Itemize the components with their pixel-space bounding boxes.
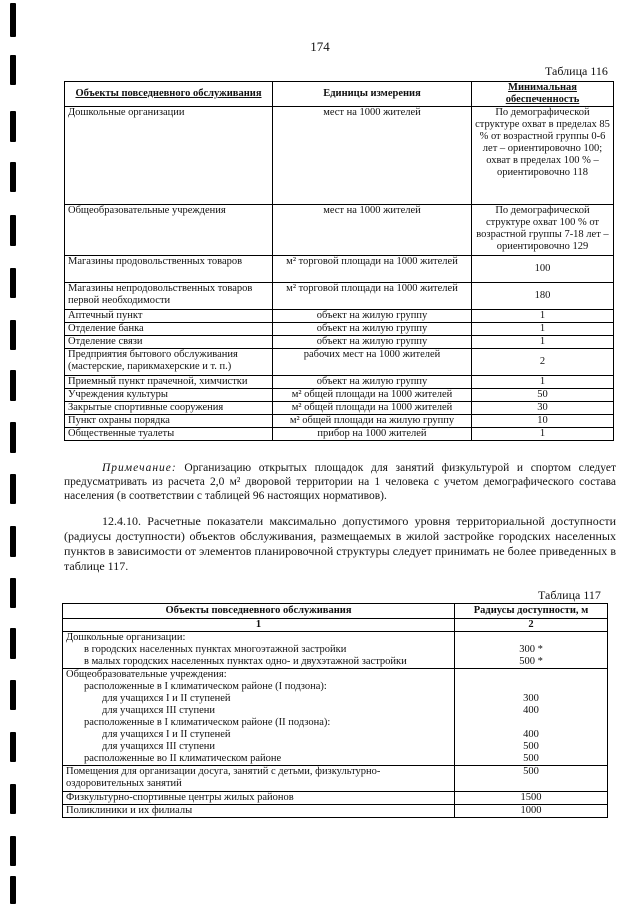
binder-mark <box>10 111 16 142</box>
binder-mark <box>10 215 16 246</box>
binder-mark <box>10 474 16 504</box>
table-116-object: Дошкольные организации <box>65 107 273 205</box>
table-116-value: 180 <box>472 283 614 310</box>
table-116-unit: м² торговой площади на 1000 жителей <box>273 283 472 310</box>
binder-mark <box>10 784 16 814</box>
table-row <box>65 107 614 205</box>
table-116-header-minimum: Минимальная обеспеченность <box>472 82 614 107</box>
table-116-unit: объект на жилую группу <box>273 336 472 349</box>
table-116-object: Закрытые спортивные сооружения <box>65 402 273 415</box>
table-116-unit: м² общей площади на жилую группу <box>273 415 472 428</box>
note-label: Примечание: <box>102 462 177 474</box>
table-116-value: 1 <box>472 428 614 441</box>
table-116-value: 30 <box>472 402 614 415</box>
table-row <box>65 323 614 336</box>
note <box>64 461 616 503</box>
table-117-column-number: 1 <box>63 619 455 632</box>
table-116-object: Отделение связи <box>65 336 273 349</box>
table-116-value: 1 <box>472 376 614 389</box>
note-text: Организацию открытых площадок для занятий физкультурой и спортом следует предусматривать из расчета 2,0 м² дворовой территории на 1 человека с учетом демографического состава населения (в соответствии с таблицей 96 настоящих нормативов). <box>64 462 617 502</box>
table-116-unit: рабочих мест на 1000 жителей <box>273 349 472 376</box>
table-117-value: 400 <box>523 705 539 716</box>
page-number: 174 <box>310 39 330 54</box>
binder-mark <box>10 680 16 710</box>
binder-mark <box>10 162 16 192</box>
table-117-label: для учащихся I и II ступеней <box>102 729 231 740</box>
table-117-value: 400 <box>523 729 539 740</box>
table-117-value: 1500 <box>455 792 608 805</box>
table-116-unit: мест на 1000 жителей <box>273 107 472 205</box>
paragraph-12-4-10: 12.4.10. Расчетные показатели максимально допустимого уровня территориальной доступности (радиусы доступности) объектов обслуживания, размещаемых в жилой застройке городских населенных пунктов в зависимости от элементов планировочной структуры следует принимать не более приведенных в таблице 117. <box>64 514 616 573</box>
table-117-column-number: 2 <box>455 619 608 632</box>
table-116-value: По демографической структуре охват в пределах 85 % от возрастной группы 0-6 лет – ориентировочно 100; охват в пределах 100 % – ориентировочно 118 <box>472 107 614 205</box>
table-117-value: 500 * <box>519 656 543 667</box>
table-117-header-objects: Объекты повседневного обслуживания <box>63 604 455 619</box>
binder-mark <box>10 422 16 453</box>
table-row <box>63 766 608 792</box>
binder-mark <box>10 836 16 866</box>
table-row <box>65 256 614 283</box>
table-117-label: Поликлиники и их филиалы <box>63 805 455 818</box>
table-117-value: 500 <box>523 741 539 752</box>
table-116-header-units: Единицы измерения <box>273 82 472 107</box>
table-117 <box>62 603 608 818</box>
table-116-value: 100 <box>472 256 614 283</box>
table-row <box>63 632 608 669</box>
table-117-label: расположенные во II климатическом районе <box>84 753 282 764</box>
table-117-label: для учащихся I и II ступеней <box>102 693 231 704</box>
table-117-label: Физкультурно-спортивные центры жилых районов <box>63 792 455 805</box>
table-116-object: Учреждения культуры <box>65 389 273 402</box>
table-117-value: 500 <box>523 753 539 764</box>
table-117-value: 300 <box>523 693 539 704</box>
table-116-object: Приемный пункт прачечной, химчистки <box>65 376 273 389</box>
table-117-label: Помещения для организации досуга, занятий с детьми, физкультурно-оздоровительных занятий <box>63 766 455 792</box>
table-116-unit: мест на 1000 жителей <box>273 205 472 256</box>
table-116-value: 1 <box>472 336 614 349</box>
table-116-header-objects: Объекты повседневного обслуживания <box>65 82 273 107</box>
table-row <box>65 376 614 389</box>
table-row <box>63 792 608 805</box>
table-117-value: 500 <box>455 766 608 792</box>
table-116-unit: объект на жилую группу <box>273 323 472 336</box>
table-116-unit: объект на жилую группу <box>273 310 472 323</box>
table-117-schools-heading: Общеобразовательные учреждения: <box>66 669 227 680</box>
table-116-caption: Таблица 116 <box>545 64 608 78</box>
table-116-value: 1 <box>472 323 614 336</box>
table-117-preschool-heading: Дошкольные организации: <box>66 632 186 643</box>
table-117-value: 300 * <box>519 644 543 655</box>
binder-mark <box>10 578 16 608</box>
binder-mark <box>10 876 16 904</box>
table-116-unit: прибор на 1000 жителей <box>273 428 472 441</box>
binder-mark <box>10 732 16 762</box>
table-116-object: Пункт охраны порядка <box>65 415 273 428</box>
table-117-label: для учащихся III ступени <box>102 741 215 752</box>
table-row <box>65 205 614 256</box>
binder-mark <box>10 3 16 37</box>
binder-mark <box>10 320 16 350</box>
table-116-object: Общеобразовательные учреждения <box>65 205 273 256</box>
binder-mark <box>10 526 16 557</box>
table-116-value: 2 <box>472 349 614 376</box>
table-117-zone-heading: расположенные в I климатическом районе (I подзона): <box>84 681 327 692</box>
binder-mark <box>10 370 16 401</box>
table-row <box>63 805 608 818</box>
table-row <box>63 669 608 766</box>
table-row <box>65 349 614 376</box>
table-116 <box>64 81 614 441</box>
table-row <box>65 428 614 441</box>
table-row <box>65 389 614 402</box>
table-117-label: для учащихся III ступени <box>102 705 215 716</box>
table-116-unit: объект на жилую группу <box>273 376 472 389</box>
table-116-unit: м² общей площади на 1000 жителей <box>273 402 472 415</box>
table-row <box>65 402 614 415</box>
table-116-value: 1 <box>472 310 614 323</box>
table-row <box>65 336 614 349</box>
table-116-value: 10 <box>472 415 614 428</box>
table-117-label: в малых городских населенных пунктах одно- и двухэтажной застройки <box>84 656 407 667</box>
table-116-unit: м² общей площади на 1000 жителей <box>273 389 472 402</box>
table-117-header-radius: Радиусы доступности, м <box>455 604 608 619</box>
table-116-value: 50 <box>472 389 614 402</box>
table-row <box>65 310 614 323</box>
table-116-value: По демографической структуре охват 100 % от возрастной группы 7-18 лет – ориентировочно 129 <box>472 205 614 256</box>
table-117-caption: Таблица 117 <box>538 588 601 602</box>
binder-mark <box>10 55 16 85</box>
table-116-object: Предприятия бытового обслуживания (мастерские, парикмахерские и т. п.) <box>65 349 273 376</box>
table-116-unit: м² торговой площади на 1000 жителей <box>273 256 472 283</box>
table-116-object: Общественные туалеты <box>65 428 273 441</box>
table-116-object: Отделение банка <box>65 323 273 336</box>
table-116-object: Магазины непродовольственных товаров первой необходимости <box>65 283 273 310</box>
table-row <box>65 283 614 310</box>
table-116-object: Магазины продовольственных товаров <box>65 256 273 283</box>
table-117-zone-heading: расположенные в I климатическом районе (II подзона): <box>84 717 331 728</box>
table-116-object: Аптечный пункт <box>65 310 273 323</box>
table-117-label: в городских населенных пунктах многоэтажной застройки <box>84 644 347 655</box>
binder-mark <box>10 628 16 659</box>
binder-mark <box>10 268 16 298</box>
table-117-value: 1000 <box>455 805 608 818</box>
table-row <box>65 415 614 428</box>
